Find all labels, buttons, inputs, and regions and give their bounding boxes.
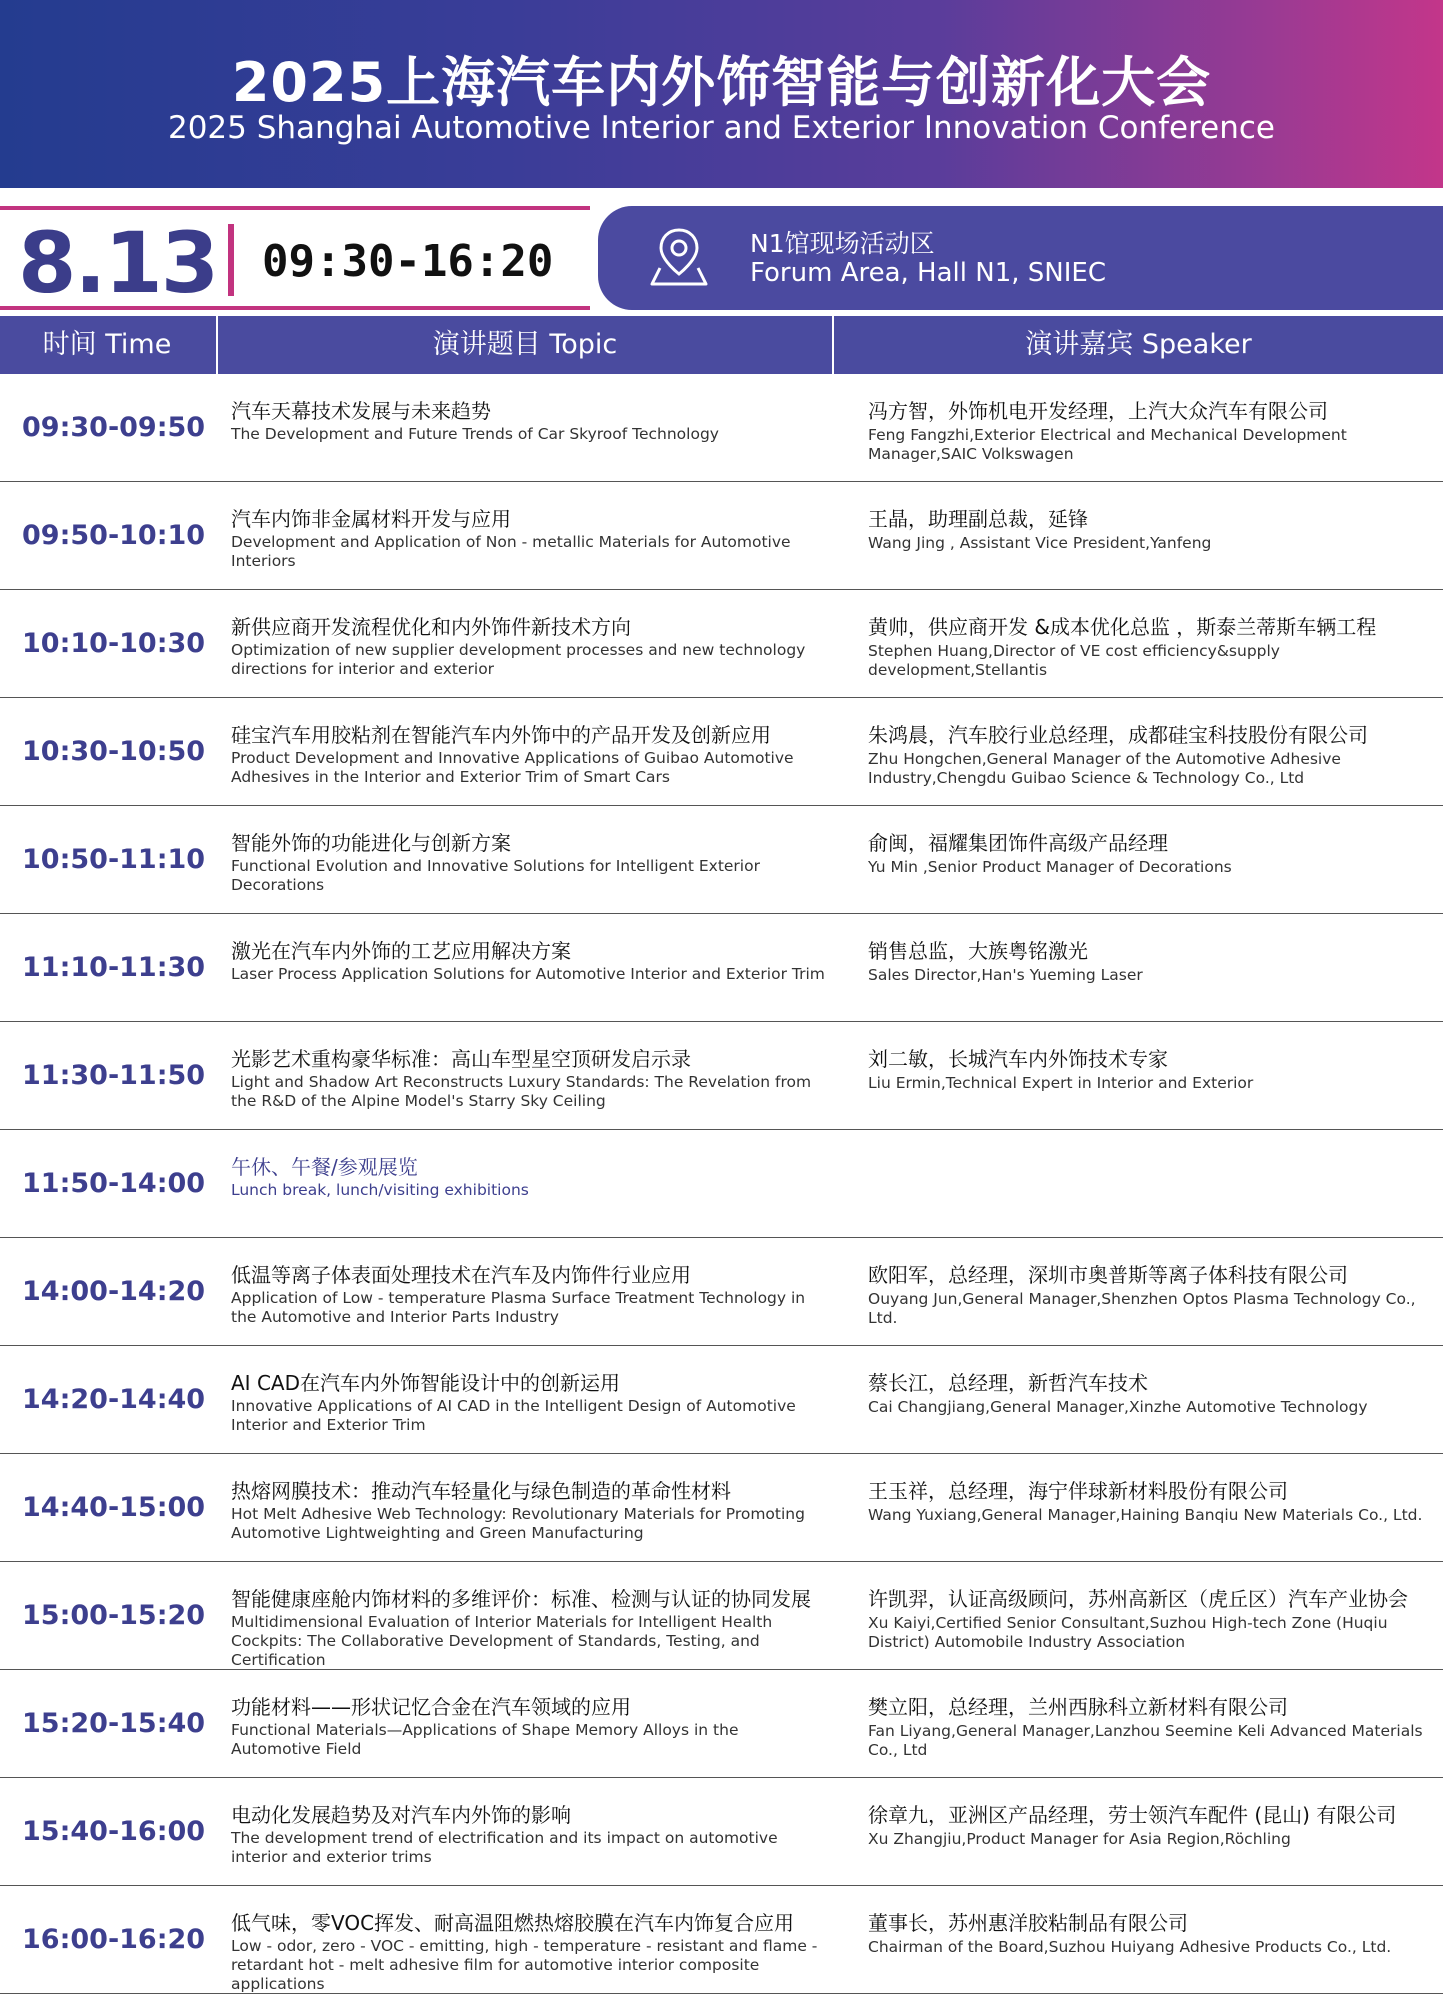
date-divider	[228, 224, 234, 296]
row-topic	[231, 722, 831, 787]
topic-en: Light and Shadow Art Reconstructs Luxury Standards: The Revelation from the R&D of the Alpine Model's Starry Sky Ceiling	[231, 1073, 812, 1110]
row-speaker	[868, 506, 1443, 553]
speaker-en: Chairman of the Board,Suzhou Huiyang Adhesive Products Co., Ltd.	[868, 1938, 1392, 1956]
venue-name-cn: N1馆现场活动区	[750, 229, 935, 258]
topic-cn: 激光在汽车内外饰的工艺应用解决方案	[231, 939, 571, 963]
table-row	[0, 1238, 1443, 1346]
speaker-en: Feng Fangzhi,Exterior Electrical and Mechanical Development Manager,SAIC Volkswagen	[868, 426, 1347, 463]
speaker-cn: 销售总监，大族粤铭激光	[868, 939, 1088, 963]
table-header	[0, 316, 1443, 374]
speaker-cn: 董事长，苏州惠洋胶粘制品有限公司	[868, 1911, 1188, 1935]
page-subtitle: 2025 Shanghai Automotive Interior and Exterior Innovation Conference	[167, 110, 1275, 146]
table-row	[0, 1778, 1443, 1886]
venue-block	[598, 206, 1443, 310]
speaker-cn: 黄帅，供应商开发 &成本优化总监 ，斯泰兰蒂斯车辆工程	[868, 615, 1377, 639]
speaker-en: Stephen Huang,Director of VE cost efficiency&supply development,Stellantis	[868, 642, 1280, 679]
speaker-en: Fan Liyang,General Manager,Lanzhou Seemine Keli Advanced Materials Co., Ltd	[868, 1722, 1423, 1759]
break-row	[0, 1130, 1443, 1238]
row-topic	[231, 938, 831, 984]
event-time: 09:30-16:20	[262, 236, 554, 287]
row-time: 11:10-11:30	[22, 952, 206, 983]
speaker-cn: 冯方智，外饰机电开发经理，上汽大众汽车有限公司	[868, 399, 1328, 423]
topic-en: Multidimensional Evaluation of Interior Materials for Intelligent Health Cockpits: The Collaborative Development of Standards, Testing, and Certification	[231, 1613, 773, 1669]
speaker-cn: 朱鸿晨，汽车胶行业总经理，成都硅宝科技股份有限公司	[868, 723, 1368, 747]
speaker-cn: 王晶，助理副总裁，延锋	[868, 507, 1088, 531]
row-time: 15:20-15:40	[22, 1708, 206, 1739]
row-time: 09:50-10:10	[22, 520, 206, 551]
topic-en: Functional Evolution and Innovative Solutions for Intelligent Exterior Decorations	[231, 857, 760, 894]
header-time: 时间 Time	[42, 329, 172, 360]
table-row	[0, 1886, 1443, 1994]
topic-cn: 热熔网膜技术：推动汽车轻量化与绿色制造的革命性材料	[231, 1479, 731, 1503]
row-speaker	[868, 1046, 1443, 1093]
banner	[0, 0, 1443, 188]
row-time: 10:50-11:10	[22, 844, 206, 875]
row-speaker	[868, 938, 1443, 985]
row-time: 09:30-09:50	[22, 412, 206, 443]
row-speaker	[868, 722, 1443, 788]
table-row	[0, 1562, 1443, 1670]
table-row	[0, 482, 1443, 590]
event-date: 8.13	[18, 214, 218, 312]
row-topic	[231, 1046, 831, 1111]
speaker-cn: 欧阳军，总经理，深圳市奥普斯等离子体科技有限公司	[868, 1263, 1348, 1287]
topic-cn: 光影艺术重构豪华标准：高山车型星空顶研发启示录	[231, 1047, 691, 1071]
topic-cn: 汽车天幕技术发展与未来趋势	[231, 399, 491, 423]
venue-name-en: Forum Area, Hall N1, SNIEC	[750, 258, 1106, 288]
page-title: 2025上海汽车内外饰智能与创新化大会	[231, 51, 1212, 114]
row-speaker	[868, 614, 1443, 680]
row-speaker	[868, 1694, 1443, 1760]
row-speaker	[868, 1802, 1443, 1849]
date-block	[0, 206, 590, 310]
row-topic	[231, 1802, 831, 1867]
table-row	[0, 806, 1443, 914]
topic-en: The Development and Future Trends of Car Skyroof Technology	[231, 425, 719, 443]
row-topic	[231, 398, 831, 444]
topic-en: Application of Low - temperature Plasma Surface Treatment Technology in the Automotive and Interior Parts Industry	[231, 1289, 806, 1326]
row-time: 14:20-14:40	[22, 1384, 206, 1415]
topic-en: Optimization of new supplier development processes and new technology directions for interior and exterior	[231, 641, 806, 678]
topic-en: Hot Melt Adhesive Web Technology: Revolutionary Materials for Promoting Automotive Lightweighting and Green Manufacturing	[231, 1505, 805, 1542]
row-speaker	[868, 1586, 1443, 1652]
row-speaker	[868, 1910, 1443, 1957]
row-topic	[231, 830, 831, 895]
topic-cn: 低温等离子体表面处理技术在汽车及内饰件行业应用	[231, 1263, 691, 1287]
row-time: 15:00-15:20	[22, 1600, 206, 1631]
date-bar	[0, 206, 1443, 310]
row-time: 15:40-16:00	[22, 1816, 206, 1847]
speaker-en: Wang Jing , Assistant Vice President,Yanfeng	[868, 534, 1212, 552]
row-topic	[231, 1262, 831, 1327]
topic-cn: 汽车内饰非金属材料开发与应用	[231, 507, 511, 531]
topic-cn: 低气味，零VOC挥发、耐高温阻燃热熔胶膜在汽车内饰复合应用	[231, 1911, 795, 1935]
table-row	[0, 1670, 1443, 1778]
row-speaker	[868, 1478, 1443, 1525]
speaker-cn: 刘二敏，长城汽车内外饰技术专家	[868, 1047, 1168, 1071]
header-speaker: 演讲嘉宾 Speaker	[832, 316, 1443, 374]
row-time: 16:00-16:20	[22, 1924, 206, 1955]
speaker-cn: 俞闽，福耀集团饰件高级产品经理	[868, 831, 1168, 855]
table-row	[0, 1346, 1443, 1454]
topic-en: Product Development and Innovative Applications of Guibao Automotive Adhesives in the Interior and Exterior Trim of Smart Cars	[231, 749, 794, 786]
speaker-en: Zhu Hongchen,General Manager of the Automotive Adhesive Industry,Chengdu Guibao Science & Technology Co., Ltd	[868, 750, 1341, 787]
topic-cn: 智能外饰的功能进化与创新方案	[231, 831, 511, 855]
speaker-en: Xu Kaiyi,Certified Senior Consultant,Suzhou High-tech Zone (Huqiu District) Automobile Industry Association	[868, 1614, 1388, 1651]
topic-cn: 功能材料——形状记忆合金在汽车领域的应用	[231, 1695, 631, 1719]
row-topic	[231, 1586, 831, 1670]
row-speaker	[868, 830, 1443, 877]
row-speaker	[868, 398, 1443, 464]
row-speaker	[868, 1370, 1443, 1417]
topic-en: Innovative Applications of AI CAD in the Intelligent Design of Automotive Interior and Exterior Trim	[231, 1397, 796, 1434]
row-time: 11:50-14:00	[22, 1168, 206, 1199]
table-row	[0, 374, 1443, 482]
speaker-en: Ouyang Jun,General Manager,Shenzhen Optos Plasma Technology Co., Ltd.	[868, 1290, 1416, 1327]
table-row	[0, 1454, 1443, 1562]
speaker-cn: 许凯羿，认证高级顾问，苏州高新区（虎丘区）汽车产业协会	[868, 1587, 1408, 1611]
row-time: 11:30-11:50	[22, 1060, 206, 1091]
topic-en: Lunch break, lunch/visiting exhibitions	[231, 1181, 529, 1199]
speaker-en: Xu Zhangjiu,Product Manager for Asia Region,Röchling	[868, 1830, 1291, 1848]
table-row	[0, 698, 1443, 806]
topic-cn: 午休、午餐/参观展览	[231, 1155, 418, 1179]
row-time: 14:40-15:00	[22, 1492, 206, 1523]
row-topic	[231, 1478, 831, 1543]
topic-cn: 电动化发展趋势及对汽车内外饰的影响	[231, 1803, 571, 1827]
row-topic	[231, 1154, 831, 1200]
speaker-en: Yu Min ,Senior Product Manager of Decorations	[868, 858, 1232, 876]
topic-en: The development trend of electrification and its impact on automotive interior and exterior trims	[231, 1829, 778, 1866]
speaker-cn: 徐章九，亚洲区产品经理，劳士领汽车配件 (昆山) 有限公司	[868, 1803, 1397, 1827]
speaker-cn: 蔡长江，总经理，新哲汽车技术	[868, 1371, 1148, 1395]
row-topic	[231, 506, 831, 571]
row-speaker	[868, 1262, 1443, 1328]
speaker-en: Wang Yuxiang,General Manager,Haining Banqiu New Materials Co., Ltd.	[868, 1506, 1423, 1524]
row-time: 10:10-10:30	[22, 628, 206, 659]
row-time: 10:30-10:50	[22, 736, 206, 767]
table-row	[0, 590, 1443, 698]
topic-en: Functional Materials—Applications of Shape Memory Alloys in the Automotive Field	[231, 1721, 739, 1758]
row-topic	[231, 614, 831, 679]
table-row	[0, 914, 1443, 1022]
topic-en: Low - odor, zero - VOC - emitting, high - temperature - resistant and flame - retardant hot - melt adhesive film for automotive interior composite applications	[231, 1937, 818, 1993]
row-topic	[231, 1370, 831, 1435]
row-time: 14:00-14:20	[22, 1276, 206, 1307]
topic-cn: 新供应商开发流程优化和内外饰件新技术方向	[231, 615, 631, 639]
row-topic	[231, 1910, 831, 1994]
topic-cn: 硅宝汽车用胶粘剂在智能汽车内外饰中的产品开发及创新应用	[231, 723, 771, 747]
topic-en: Laser Process Application Solutions for Automotive Interior and Exterior Trim	[231, 965, 825, 983]
speaker-en: Liu Ermin,Technical Expert in Interior and Exterior	[868, 1074, 1254, 1092]
header-topic: 演讲题目 Topic	[216, 316, 832, 374]
speaker-en: Sales Director,Han's Yueming Laser	[868, 966, 1143, 984]
schedule-table	[0, 374, 1443, 1994]
topic-en: Development and Application of Non - metallic Materials for Automotive Interiors	[231, 533, 791, 570]
speaker-en: Cai Changjiang,General Manager,Xinzhe Automotive Technology	[868, 1398, 1368, 1416]
topic-cn: AI CAD在汽车内外饰智能设计中的创新运用	[231, 1371, 620, 1395]
location-pin-icon	[646, 224, 712, 290]
speaker-cn: 樊立阳，总经理，兰州西脉科立新材料有限公司	[868, 1695, 1288, 1719]
speaker-cn: 王玉祥，总经理，海宁伴球新材料股份有限公司	[868, 1479, 1288, 1503]
table-row	[0, 1022, 1443, 1130]
topic-cn: 智能健康座舱内饰材料的多维评价：标准、检测与认证的协同发展	[231, 1587, 811, 1611]
row-topic	[231, 1694, 831, 1759]
